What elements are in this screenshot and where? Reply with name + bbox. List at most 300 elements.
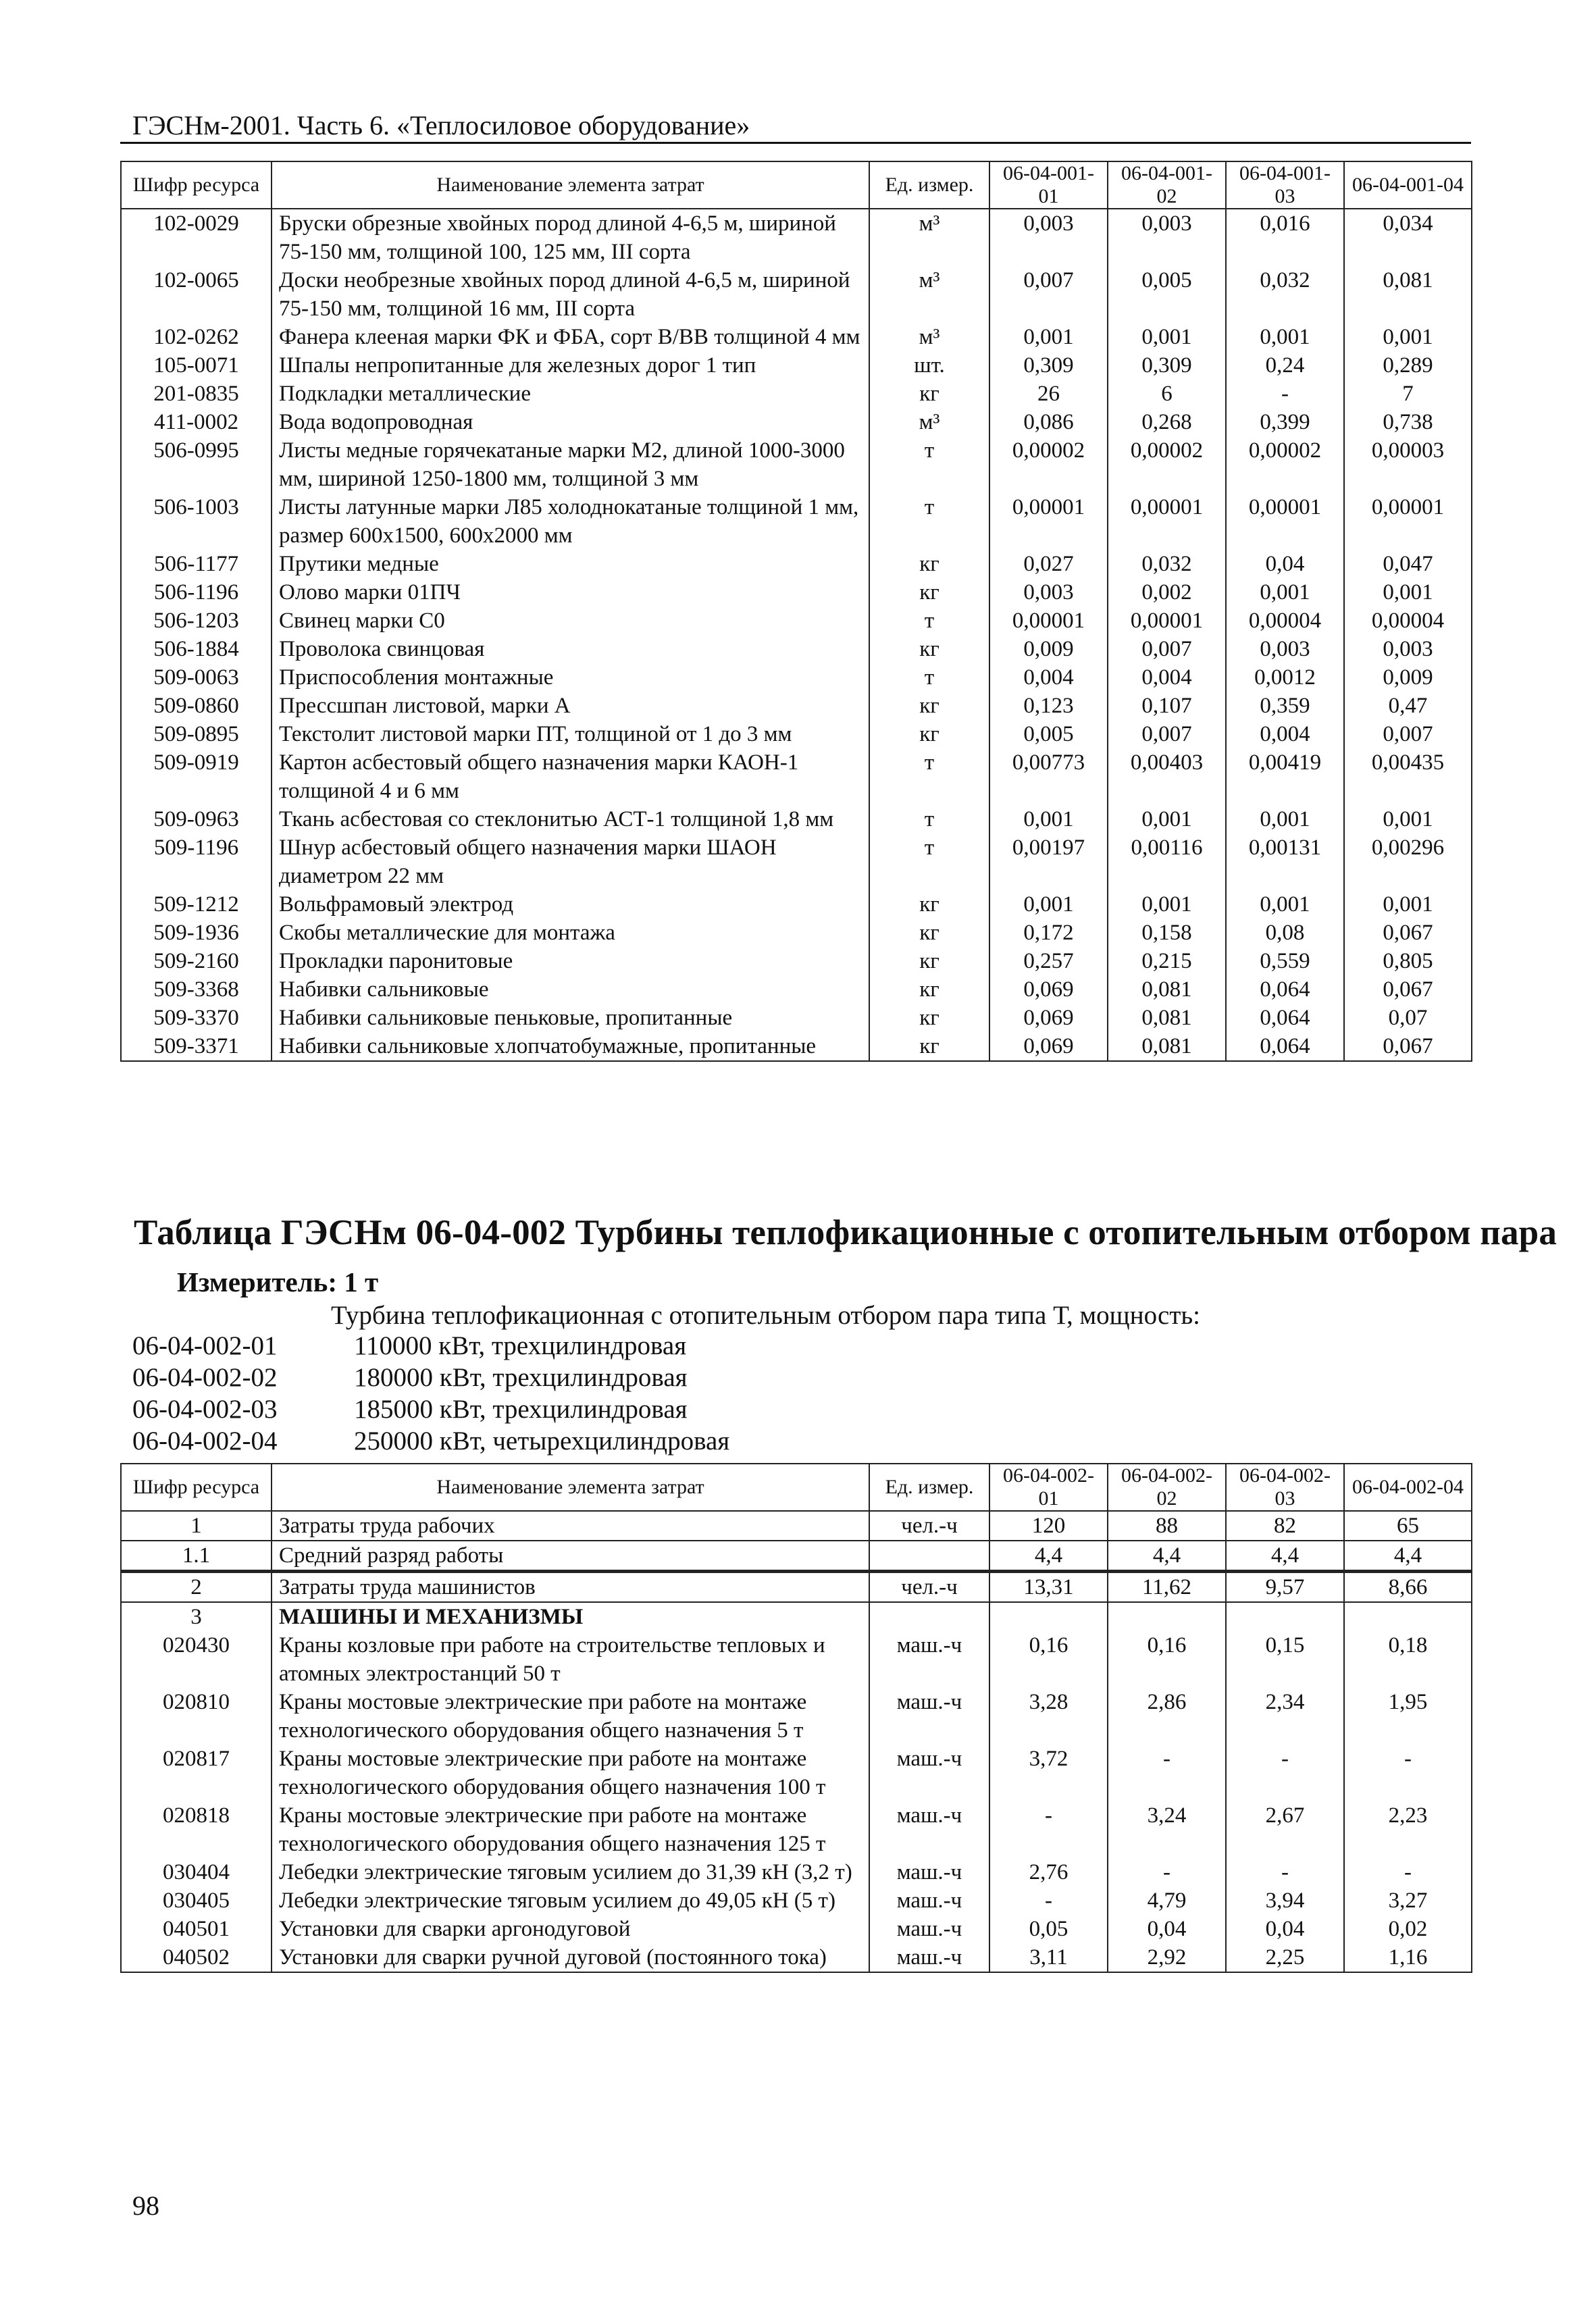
meter-line [177, 1266, 378, 1298]
value-cell: 0,309 [1108, 351, 1226, 380]
value-cell: 0,032 [1108, 550, 1226, 578]
value-cell: 0,069 [989, 975, 1108, 1004]
value-cell: 7 [1344, 380, 1472, 408]
unit-cell: маш.-ч [869, 1745, 989, 1801]
value-cell: 0,00001 [989, 607, 1108, 635]
value-cell: 0,064 [1226, 1032, 1344, 1061]
unit-cell: м³ [869, 266, 989, 323]
resource-code-cell: 030404 [121, 1858, 272, 1886]
cost-item-name-cell: Установки для сварки ручной дуговой (постоянного тока) [272, 1943, 869, 1972]
value-cell: 0,003 [1108, 209, 1226, 266]
cost-item-name-cell: Краны мостовые электрические при работе на монтаже технологического оборудования общего назначения 100 т [272, 1745, 869, 1801]
value-cell: 0,00001 [1344, 493, 1472, 550]
value-cell: 0,009 [989, 635, 1108, 663]
value-cell: 0,359 [1226, 692, 1344, 720]
table-row [121, 663, 1472, 692]
value-cell: - [989, 1801, 1108, 1858]
value-cell: 0,18 [1344, 1631, 1472, 1688]
meter-value: 1 т [344, 1266, 379, 1297]
value-cell: 0,047 [1344, 550, 1472, 578]
cost-item-name-cell: Прутики медные [272, 550, 869, 578]
value-cell: 3,27 [1344, 1886, 1472, 1915]
value-cell: 2,86 [1108, 1688, 1226, 1745]
value-cell: 2,92 [1108, 1943, 1226, 1972]
cost-item-name-cell: МАШИНЫ И МЕХАНИЗМЫ [272, 1602, 869, 1631]
value-cell: 0,158 [1108, 919, 1226, 947]
value-cell: 0,00131 [1226, 833, 1344, 890]
table-row [121, 1745, 1472, 1801]
value-cell: 0,086 [989, 408, 1108, 436]
value-cell: 0,215 [1108, 947, 1226, 975]
table-row [121, 578, 1472, 607]
resource-code-cell: 506-1177 [121, 550, 272, 578]
table-row [121, 635, 1472, 663]
value-cell: 0,00001 [1108, 493, 1226, 550]
value-cell: 0,00403 [1108, 748, 1226, 805]
cost-item-name-cell: Листы медные горячекатаные марки М2, длиной 1000-3000 мм, шириной 1250-1800 мм, толщиной 3 мм [272, 436, 869, 493]
value-cell: 4,4 [989, 1541, 1108, 1572]
value-cell: 11,62 [1108, 1572, 1226, 1603]
value-cell: 0,309 [989, 351, 1108, 380]
value-cell: 4,4 [1226, 1541, 1344, 1572]
table-row [121, 1631, 1472, 1688]
variant-row [132, 1426, 729, 1458]
value-cell: 0,00004 [1226, 607, 1344, 635]
value-cell: 0,027 [989, 550, 1108, 578]
table-row [121, 323, 1472, 351]
cost-item-name-cell: Подкладки металлические [272, 380, 869, 408]
value-cell: 3,72 [989, 1745, 1108, 1801]
value-cell: 0,001 [1108, 805, 1226, 833]
value-cell [1344, 1602, 1472, 1631]
unit-cell: чел.-ч [869, 1572, 989, 1603]
value-cell: 0,007 [1108, 720, 1226, 748]
value-cell: 88 [1108, 1511, 1226, 1541]
unit-cell: кг [869, 692, 989, 720]
table-row [121, 493, 1472, 550]
resource-code-cell: 020818 [121, 1801, 272, 1858]
resource-code-cell: 3 [121, 1602, 272, 1631]
value-cell: 0,04 [1226, 550, 1344, 578]
value-cell: 0,004 [1226, 720, 1344, 748]
value-cell: 0,069 [989, 1032, 1108, 1061]
table-header-row [121, 161, 1472, 209]
variant-row [132, 1394, 729, 1426]
unit-cell: маш.-ч [869, 1801, 989, 1858]
resource-code-cell: 509-1936 [121, 919, 272, 947]
value-cell: 0,081 [1108, 1032, 1226, 1061]
resource-code-cell: 201-0835 [121, 380, 272, 408]
header-divider [120, 142, 1471, 144]
value-cell: 0,001 [1108, 323, 1226, 351]
value-cell: 0,47 [1344, 692, 1472, 720]
column-header: Ед. измер. [869, 1464, 989, 1511]
unit-cell: кг [869, 975, 989, 1004]
table-row [121, 805, 1472, 833]
table-row [121, 1915, 1472, 1943]
unit-cell: т [869, 493, 989, 550]
cost-item-name-cell: Проволока свинцовая [272, 635, 869, 663]
value-cell: 0,001 [1226, 578, 1344, 607]
unit-cell: т [869, 748, 989, 805]
value-cell: 0,002 [1108, 578, 1226, 607]
cost-item-name-cell: Набивки сальниковые пеньковые, пропитанные [272, 1004, 869, 1032]
resource-code-cell: 509-1196 [121, 833, 272, 890]
value-cell: 0,005 [1108, 266, 1226, 323]
column-header: Шифр ресурса [121, 161, 272, 209]
table-row [121, 408, 1472, 436]
resource-code-cell: 506-1203 [121, 607, 272, 635]
cost-item-name-cell: Картон асбестовый общего назначения марки КАОН-1 толщиной 4 и 6 мм [272, 748, 869, 805]
unit-cell: т [869, 663, 989, 692]
value-cell: 0,805 [1344, 947, 1472, 975]
variant-list [132, 1331, 729, 1458]
resource-code-cell: 506-1003 [121, 493, 272, 550]
variant-code: 06-04-002-04 [132, 1426, 278, 1456]
table-row [121, 890, 1472, 919]
table-row [121, 351, 1472, 380]
resource-code-cell: 506-0995 [121, 436, 272, 493]
value-cell: 0,07 [1344, 1004, 1472, 1032]
cost-item-name-cell: Лебедки электрические тяговым усилием до 49,05 кН (5 т) [272, 1886, 869, 1915]
cost-item-name-cell: Ткань асбестовая со стеклонитью АСТ-1 толщиной 1,8 мм [272, 805, 869, 833]
cost-item-name-cell: Доски необрезные хвойных пород длиной 4-6,5 м, шириной 75-150 мм, толщиной 16 мм, III сорта [272, 266, 869, 323]
unit-cell: маш.-ч [869, 1886, 989, 1915]
value-cell: 0,007 [1344, 720, 1472, 748]
value-cell: 1,16 [1344, 1943, 1472, 1972]
value-cell: - [1344, 1858, 1472, 1886]
table-row [121, 833, 1472, 890]
cost-item-name-cell: Бруски обрезные хвойных пород длиной 4-6,5 м, шириной 75-150 мм, толщиной 100, 125 мм, III сорта [272, 209, 869, 266]
value-cell: 0,00435 [1344, 748, 1472, 805]
unit-cell: маш.-ч [869, 1915, 989, 1943]
value-cell: 0,257 [989, 947, 1108, 975]
cost-item-name-cell: Фанера клееная марки ФК и ФБА, сорт В/ВВ толщиной 4 мм [272, 323, 869, 351]
value-cell: 0,007 [989, 266, 1108, 323]
value-cell [989, 1602, 1108, 1631]
value-cell: 0,172 [989, 919, 1108, 947]
unit-cell: т [869, 805, 989, 833]
value-cell: 3,28 [989, 1688, 1108, 1745]
value-cell: 0,289 [1344, 351, 1472, 380]
value-cell: 6 [1108, 380, 1226, 408]
value-cell: 0,064 [1226, 1004, 1344, 1032]
value-cell: 0,00296 [1344, 833, 1472, 890]
table-row [121, 1572, 1472, 1603]
resource-code-cell: 506-1884 [121, 635, 272, 663]
table-row [121, 947, 1472, 975]
cost-item-name-cell: Шнур асбестовый общего назначения марки ШАОН диаметром 22 мм [272, 833, 869, 890]
unit-cell: кг [869, 890, 989, 919]
value-cell: 0,003 [1344, 635, 1472, 663]
cost-item-name-cell: Средний разряд работы [272, 1541, 869, 1572]
value-cell: 4,4 [1344, 1541, 1472, 1572]
value-cell: 0,034 [1344, 209, 1472, 266]
cost-item-name-cell: Краны мостовые электрические при работе на монтаже технологического оборудования общего назначения 5 т [272, 1688, 869, 1745]
value-cell: 0,081 [1108, 1004, 1226, 1032]
column-header: Наименование элемента затрат [272, 1464, 869, 1511]
unit-cell: чел.-ч [869, 1511, 989, 1541]
value-cell: 0,003 [989, 578, 1108, 607]
cost-item-name-cell: Установки для сварки аргонодуговой [272, 1915, 869, 1943]
value-cell: 0,00002 [989, 436, 1108, 493]
value-cell: 0,001 [1344, 890, 1472, 919]
value-cell: 0,067 [1344, 975, 1472, 1004]
value-cell: 0,00004 [1344, 607, 1472, 635]
value-cell: 2,25 [1226, 1943, 1344, 1972]
value-cell: 120 [989, 1511, 1108, 1541]
value-cell: 3,11 [989, 1943, 1108, 1972]
value-cell: 26 [989, 380, 1108, 408]
value-cell: 0,268 [1108, 408, 1226, 436]
value-cell: - [1226, 380, 1344, 408]
value-cell: 0,067 [1344, 1032, 1472, 1061]
value-cell: 0,123 [989, 692, 1108, 720]
table-header-row [121, 1464, 1472, 1511]
unit-cell: кг [869, 380, 989, 408]
unit-cell: кг [869, 1004, 989, 1032]
table-row [121, 1801, 1472, 1858]
value-cell [1226, 1602, 1344, 1631]
resource-code-cell: 509-0895 [121, 720, 272, 748]
cost-item-name-cell: Скобы металлические для монтажа [272, 919, 869, 947]
column-header: Наименование элемента затрат [272, 161, 869, 209]
unit-cell: кг [869, 578, 989, 607]
resource-code-cell: 105-0071 [121, 351, 272, 380]
column-header: 06-04-002-04 [1344, 1464, 1472, 1511]
resource-code-cell: 102-0029 [121, 209, 272, 266]
variant-code: 06-04-002-02 [132, 1363, 278, 1392]
value-cell: 0,032 [1226, 266, 1344, 323]
resource-code-cell: 030405 [121, 1886, 272, 1915]
value-cell: - [1108, 1745, 1226, 1801]
value-cell: 0,00773 [989, 748, 1108, 805]
resource-code-cell: 509-0063 [121, 663, 272, 692]
variant-text: 250000 кВт, четырехцилиндровая [354, 1426, 730, 1456]
unit-cell: т [869, 436, 989, 493]
value-cell: 0,04 [1226, 1915, 1344, 1943]
value-cell: - [1344, 1745, 1472, 1801]
table-row [121, 1511, 1472, 1541]
resource-code-cell: 509-0919 [121, 748, 272, 805]
cost-item-name-cell: Листы латунные марки Л85 холоднокатаные толщиной 1 мм, размер 600x1500, 600x2000 мм [272, 493, 869, 550]
resource-code-cell: 102-0262 [121, 323, 272, 351]
value-cell: 0,001 [1344, 323, 1472, 351]
cost-item-name-cell: Краны козловые при работе на строительстве тепловых и атомных электростанций 50 т [272, 1631, 869, 1688]
value-cell: 3,94 [1226, 1886, 1344, 1915]
resource-code-cell: 020817 [121, 1745, 272, 1801]
variant-text: 180000 кВт, трехцилиндровая [354, 1363, 688, 1392]
cost-item-name-cell: Прокладки паронитовые [272, 947, 869, 975]
value-cell: 0,00116 [1108, 833, 1226, 890]
value-cell: 0,009 [1344, 663, 1472, 692]
unit-cell: кг [869, 947, 989, 975]
table-row [121, 436, 1472, 493]
table-row [121, 550, 1472, 578]
unit-cell: маш.-ч [869, 1943, 989, 1972]
page-header: ГЭСНм-2001. Часть 6. «Теплосиловое оборудование» [132, 110, 750, 140]
cost-item-name-cell: Текстолит листовой марки ПТ, толщиной от 1 до 3 мм [272, 720, 869, 748]
value-cell: 1,95 [1344, 1688, 1472, 1745]
value-cell: 13,31 [989, 1572, 1108, 1603]
turbine-description: Турбина теплофикационная с отопительным отбором пара типа Т, мощность: [331, 1301, 1201, 1330]
column-header: Шифр ресурса [121, 1464, 272, 1511]
value-cell: 0,16 [989, 1631, 1108, 1688]
table-row [121, 1004, 1472, 1032]
resource-code-cell: 509-0963 [121, 805, 272, 833]
value-cell: 0,064 [1226, 975, 1344, 1004]
table-row [121, 975, 1472, 1004]
variant-row [132, 1362, 729, 1394]
turbine-costs-table [120, 1463, 1472, 1973]
value-cell: 0,001 [1226, 890, 1344, 919]
value-cell [1108, 1602, 1226, 1631]
value-cell: 0,08 [1226, 919, 1344, 947]
resource-code-cell: 020810 [121, 1688, 272, 1745]
resource-code-cell: 506-1196 [121, 578, 272, 607]
value-cell: 0,559 [1226, 947, 1344, 975]
resource-code-cell: 102-0065 [121, 266, 272, 323]
unit-cell: кг [869, 720, 989, 748]
resource-code-cell: 509-3371 [121, 1032, 272, 1061]
resource-code-cell: 411-0002 [121, 408, 272, 436]
value-cell: 0,15 [1226, 1631, 1344, 1688]
resource-code-cell: 509-2160 [121, 947, 272, 975]
unit-cell: м³ [869, 323, 989, 351]
value-cell: 0,02 [1344, 1915, 1472, 1943]
variant-text: 185000 кВт, трехцилиндровая [354, 1395, 688, 1424]
value-cell: 0,738 [1344, 408, 1472, 436]
resource-code-cell: 040502 [121, 1943, 272, 1972]
value-cell: 2,76 [989, 1858, 1108, 1886]
value-cell: 0,069 [989, 1004, 1108, 1032]
column-header: 06-04-002-02 [1108, 1464, 1226, 1511]
value-cell: 9,57 [1226, 1572, 1344, 1603]
column-header: 06-04-001-03 [1226, 161, 1344, 209]
unit-cell: шт. [869, 351, 989, 380]
value-cell: 0,00003 [1344, 436, 1472, 493]
value-cell: 0,04 [1108, 1915, 1226, 1943]
unit-cell: т [869, 833, 989, 890]
table-row [121, 266, 1472, 323]
value-cell: 0,00001 [1226, 493, 1344, 550]
value-cell: 65 [1344, 1511, 1472, 1541]
value-cell: 2,34 [1226, 1688, 1344, 1745]
table-row [121, 209, 1472, 266]
table-row [121, 1943, 1472, 1972]
column-header: 06-04-001-02 [1108, 161, 1226, 209]
value-cell: 0,001 [1226, 323, 1344, 351]
unit-cell: кг [869, 550, 989, 578]
value-cell: 0,399 [1226, 408, 1344, 436]
value-cell: 4,4 [1108, 1541, 1226, 1572]
value-cell: 0,0012 [1226, 663, 1344, 692]
unit-cell: м³ [869, 209, 989, 266]
table-row [121, 692, 1472, 720]
value-cell: 0,00001 [1108, 607, 1226, 635]
meter-label: Измеритель: [177, 1266, 338, 1297]
table-row [121, 720, 1472, 748]
value-cell: 82 [1226, 1511, 1344, 1541]
value-cell: 2,23 [1344, 1801, 1472, 1858]
value-cell: 0,003 [989, 209, 1108, 266]
resource-code-cell: 020430 [121, 1631, 272, 1688]
table-row [121, 607, 1472, 635]
table-title: Таблица ГЭСНм 06-04-002 Турбины теплофикационные с отопительным отбором пара [134, 1213, 1558, 1252]
column-header: 06-04-002-03 [1226, 1464, 1344, 1511]
unit-cell: маш.-ч [869, 1631, 989, 1688]
unit-cell [869, 1541, 989, 1572]
cost-item-name-cell: Шпалы непропитанные для железных дорог 1 тип [272, 351, 869, 380]
unit-cell [869, 1602, 989, 1631]
cost-item-name-cell: Лебедки электрические тяговым усилием до 31,39 кН (3,2 т) [272, 1858, 869, 1886]
value-cell: 0,00002 [1108, 436, 1226, 493]
resource-code-cell: 1.1 [121, 1541, 272, 1572]
resource-code-cell: 509-3368 [121, 975, 272, 1004]
value-cell: 4,79 [1108, 1886, 1226, 1915]
value-cell: 0,004 [1108, 663, 1226, 692]
cost-item-name-cell: Краны мостовые электрические при работе на монтаже технологического оборудования общего назначения 125 т [272, 1801, 869, 1858]
cost-item-name-cell: Олово марки 01ПЧ [272, 578, 869, 607]
value-cell: 0,067 [1344, 919, 1472, 947]
table-row [121, 1886, 1472, 1915]
value-cell: 0,16 [1108, 1631, 1226, 1688]
cost-item-name-cell: Прессшпан листовой, марки А [272, 692, 869, 720]
value-cell: 0,001 [1226, 805, 1344, 833]
unit-cell: кг [869, 919, 989, 947]
value-cell: 0,24 [1226, 351, 1344, 380]
value-cell: 2,67 [1226, 1801, 1344, 1858]
unit-cell: кг [869, 1032, 989, 1061]
value-cell: 0,00197 [989, 833, 1108, 890]
cost-item-name-cell: Вода водопроводная [272, 408, 869, 436]
cost-item-name-cell: Набивки сальниковые [272, 975, 869, 1004]
value-cell: 0,00002 [1226, 436, 1344, 493]
value-cell: 0,107 [1108, 692, 1226, 720]
unit-cell: м³ [869, 408, 989, 436]
variant-code: 06-04-002-03 [132, 1395, 278, 1424]
value-cell: 0,081 [1344, 266, 1472, 323]
value-cell: 3,24 [1108, 1801, 1226, 1858]
cost-item-name-cell: Набивки сальниковые хлопчатобумажные, пропитанные [272, 1032, 869, 1061]
value-cell: 0,016 [1226, 209, 1344, 266]
value-cell: 0,001 [1108, 890, 1226, 919]
unit-cell: т [869, 607, 989, 635]
variant-text: 110000 кВт, трехцилиндровая [354, 1331, 687, 1360]
cost-item-name-cell: Затраты труда машинистов [272, 1572, 869, 1603]
table-row [121, 380, 1472, 408]
resource-code-cell: 509-0860 [121, 692, 272, 720]
column-header: 06-04-001-01 [989, 161, 1108, 209]
value-cell: 0,00419 [1226, 748, 1344, 805]
unit-cell: маш.-ч [869, 1688, 989, 1745]
value-cell: - [1226, 1745, 1344, 1801]
value-cell: 0,00001 [989, 493, 1108, 550]
value-cell: 0,001 [1344, 578, 1472, 607]
resource-code-cell: 509-1212 [121, 890, 272, 919]
column-header: 06-04-002-01 [989, 1464, 1108, 1511]
table-row [121, 1602, 1472, 1631]
table-row [121, 1688, 1472, 1745]
value-cell: - [1226, 1858, 1344, 1886]
column-header: 06-04-001-04 [1344, 161, 1472, 209]
value-cell: - [1108, 1858, 1226, 1886]
variant-row [132, 1331, 729, 1362]
cost-item-name-cell: Свинец марки С0 [272, 607, 869, 635]
value-cell: 0,081 [1108, 975, 1226, 1004]
value-cell: - [989, 1886, 1108, 1915]
table-row [121, 748, 1472, 805]
